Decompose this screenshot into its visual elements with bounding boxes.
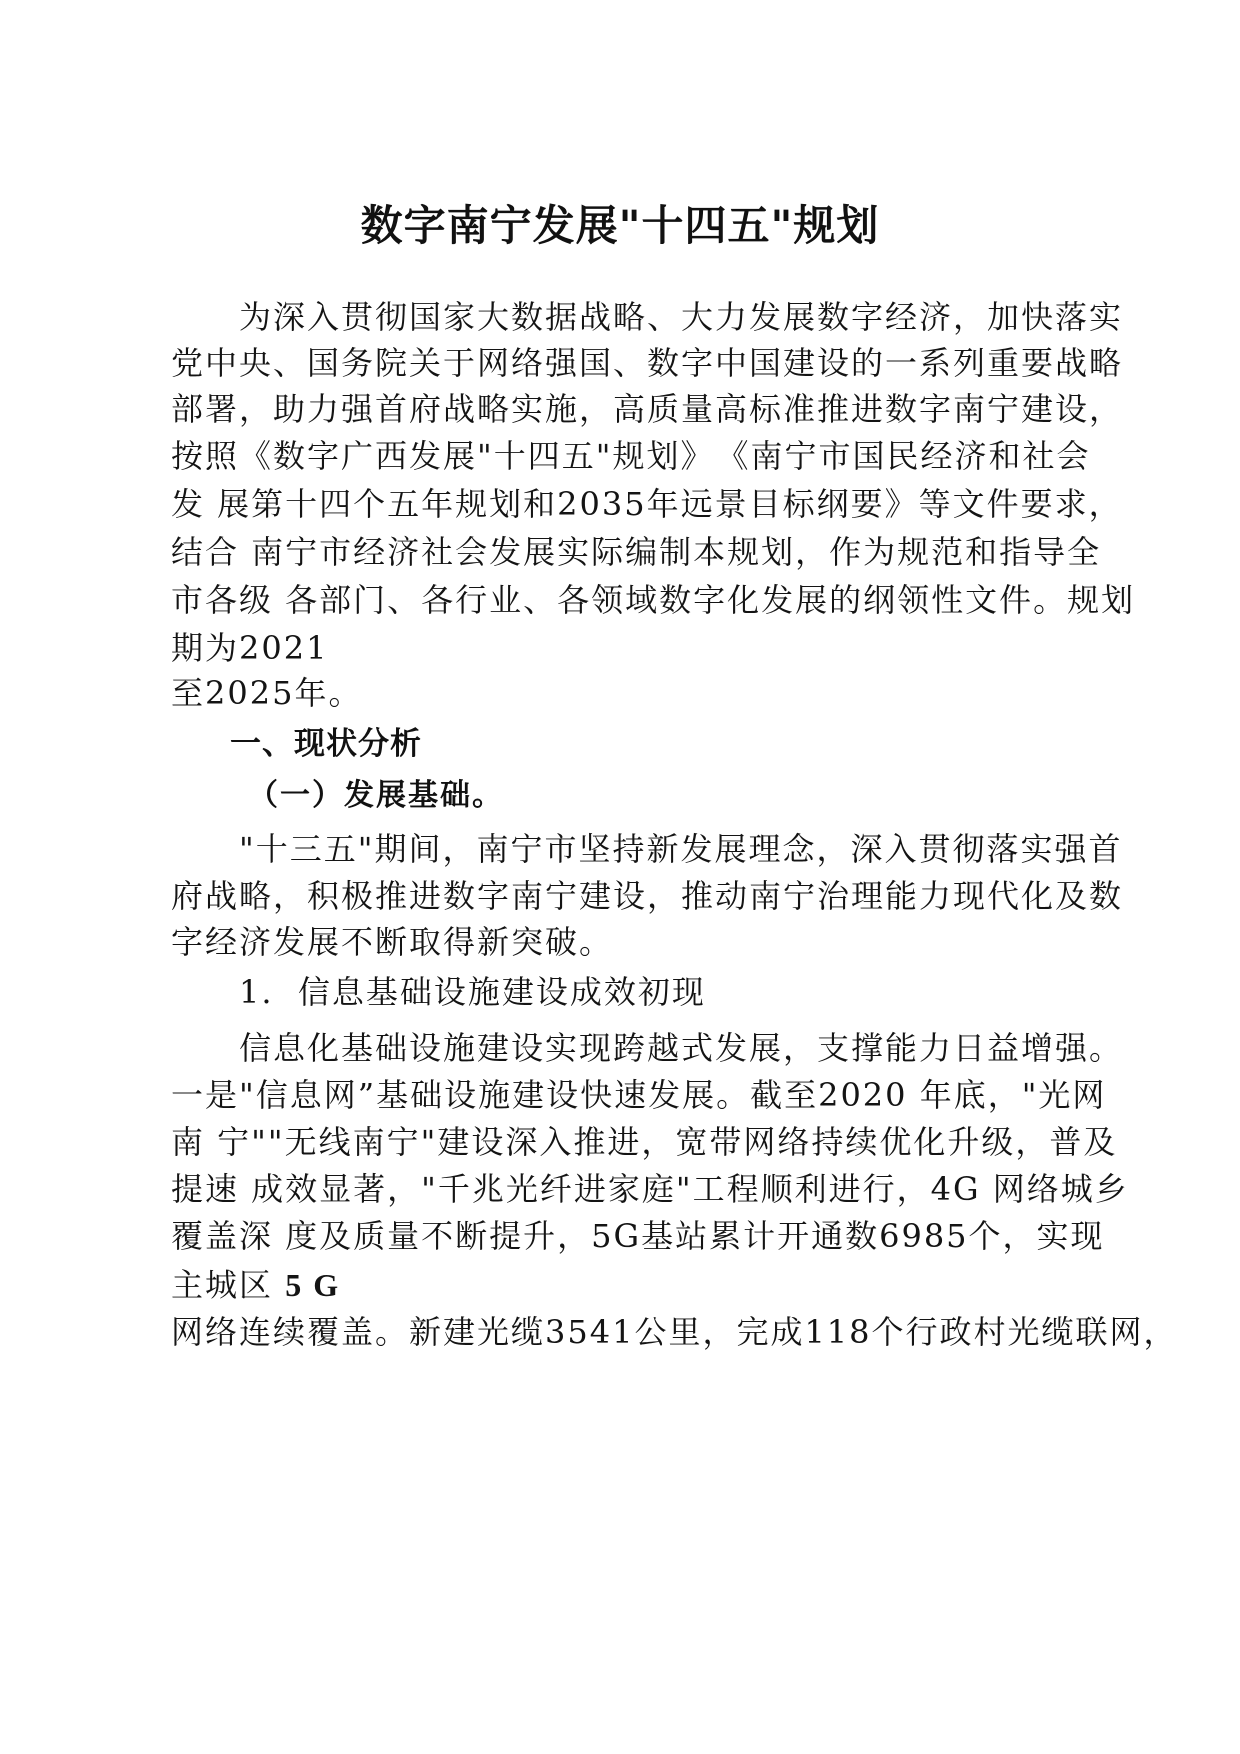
paragraph-line: 覆盖深 度及质量不断提升，5G基站累计开通数6985个，实现 — [171, 1217, 1105, 1255]
paragraph-line: 府战略，积极推进数字南宁建设，推动南宁治理能力现代化及数 — [171, 877, 1124, 915]
line-prefix: 主城区 — [171, 1266, 286, 1304]
paragraph-line — [171, 1265, 340, 1305]
paragraph-line: 南 宁""无线南宁"建设深入推进，宽带网络持续优化升级，普及 — [171, 1123, 1118, 1161]
intro-line: 发 展第十四个五年规划和2035年远景目标纲要》等文件要求， — [171, 485, 1123, 523]
document-title: 数字南宁发展"十四五"规划 — [360, 201, 880, 250]
paragraph-line: "十三五"期间，南宁市坚持新发展理念，深入贯彻落实强首 — [171, 830, 1123, 868]
paragraph-line: 一是"信息网”基础设施建设快速发展。截至2020 年底，"光网 — [171, 1076, 1107, 1114]
intro-line: 部署，助力强首府战略实施，高质量高标准推进数字南宁建设， — [171, 390, 1124, 428]
intro-line: 市各级 各部门、各行业、各领域数字化发展的纲领性文件。规划 — [171, 581, 1136, 619]
subsection-heading: （一）发展基础。 — [248, 778, 504, 813]
intro-line: 至2025年。 — [171, 674, 363, 712]
intro-line: 按照《数字广西发展"十四五"规划》 《南宁市国民经济和社会 — [171, 437, 1091, 475]
intro-line: 结合 南宁市经济社会发展实际编制本规划，作为规范和指导全 — [171, 533, 1102, 571]
section-heading: 一、现状分析 — [230, 726, 422, 762]
paragraph-line: 字经济发展不断取得新突破。 — [171, 923, 614, 961]
paragraph-line: 网络连续覆盖。新建光缆3541公里，完成118个行政村光缆联网， — [171, 1313, 1178, 1351]
paragraph-line: 信息化基础设施建设实现跨越式发展，支撑能力日益增强。 — [171, 1029, 1124, 1067]
paragraph-line: 提速 成效显著，"千兆光纤进家庭"工程顺利进行，4G 网络城乡 — [171, 1170, 1129, 1208]
intro-line: 为深入贯彻国家大数据战略、大力发展数字经济，加快落实 — [171, 298, 1124, 336]
intro-line: 期为2021 — [171, 629, 329, 667]
intro-line: 党中央、国务院关于网络强国、数字中国建设的一系列重要战略 — [171, 344, 1124, 382]
list-item-heading: 1. 信息基础设施建设成效初现 — [171, 973, 706, 1011]
bold-term: 5 G — [285, 1267, 341, 1303]
